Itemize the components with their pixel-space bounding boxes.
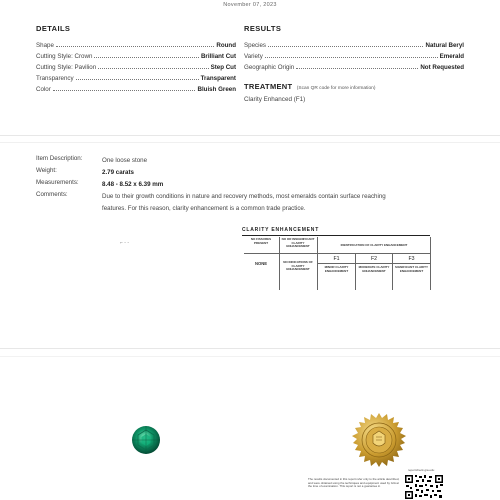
clarity-col-insignificant-header: NO OR INSIGNIFICANT CLARITY ENHANCEMENT — [281, 237, 315, 249]
clarity-title-rule — [242, 235, 430, 236]
clarity-level-f3: F3 — [408, 256, 415, 262]
gia-gold-seal-icon — [352, 413, 406, 467]
comments-value: Due to their growth conditions in nature and recovery methods, most emeralds contain surface reaching features. For this reason, clarity enhancement is a common trade practice. — [102, 193, 386, 212]
treatment-note: (Scan QR code for more information) — [296, 86, 376, 91]
clarity-enhancement-title: CLARITY ENHANCEMENT — [242, 227, 320, 233]
clarity-divider — [430, 237, 431, 290]
result-value: Emerald — [439, 53, 464, 60]
clarity-level-f2: F2 — [370, 256, 378, 262]
detail-value: Brilliant Cut — [200, 53, 236, 60]
report-date: November 07, 2023 — [223, 2, 277, 8]
result-label: Geographic Origin — [244, 64, 295, 71]
page-fold-divider — [0, 356, 500, 357]
detail-label: Transparency — [36, 75, 74, 82]
clarity-divider — [244, 253, 430, 254]
page-fold-divider — [0, 135, 500, 136]
clarity-no-indications: NO INDICATIONS OF CLARITY ENHANCEMENT — [283, 260, 313, 272]
detail-row-crown — [36, 49, 236, 60]
comments-label: Comments: — [36, 191, 68, 198]
details-section — [36, 24, 236, 93]
clarity-divider — [318, 263, 430, 264]
detail-label: Shape — [36, 42, 54, 49]
qr-code-icon[interactable] — [404, 474, 444, 500]
treatment-value: Clarity Enhanced (F1) — [244, 96, 306, 103]
result-label: Variety — [244, 53, 263, 60]
clarity-col-none-header: NO FISSURES PRESENT — [250, 237, 272, 245]
emerald-photo — [131, 425, 161, 455]
treatment-heading — [244, 82, 375, 91]
detail-row-color — [36, 82, 236, 93]
measurements-label: Measurements: — [36, 179, 79, 186]
item-description-row — [36, 155, 456, 167]
item-description-label: Item Description: — [36, 155, 83, 162]
measurements-row — [36, 179, 456, 191]
clarity-level-f1: F1 — [333, 256, 340, 262]
detail-label: Color — [36, 86, 51, 93]
detail-value: Bluish Green — [197, 86, 236, 93]
details-heading: DETAILS — [36, 24, 71, 33]
detail-value: Round — [216, 42, 236, 49]
result-row-variety — [244, 49, 464, 60]
clarity-identification-header: IDENTIFICATION OF CLARITY ENHANCEMENT — [340, 243, 408, 247]
measurements-value: 8.48 - 8.52 x 6.39 mm — [102, 181, 164, 188]
reportcheck-link[interactable]: reportcheck.gia.edu — [408, 468, 435, 472]
clarity-level-f2-desc: MODERATE CLARITY ENHANCEMENT — [358, 265, 390, 273]
results-heading: RESULTS — [244, 24, 282, 33]
result-value: Not Requested — [420, 64, 464, 71]
detail-value: Step Cut — [210, 64, 236, 71]
detail-value: Transparent — [200, 75, 236, 82]
clarity-level-f3-desc: SIGNIFICANT CLARITY ENHANCEMENT — [395, 265, 428, 273]
page-fold-divider — [0, 142, 500, 143]
results-section — [244, 24, 464, 71]
detail-row-shape — [36, 38, 236, 49]
result-label: Species — [244, 42, 267, 49]
detail-label: Cutting Style: Pavilion — [36, 64, 97, 71]
footer-disclaimer: The results documented in this report refer only to the article described, and were obtained using the techniques and equipment used by GIA at the time of examination. This report is not a guarantee in — [308, 477, 400, 488]
result-row-species — [244, 38, 464, 49]
document-speck: ⌐ - - — [120, 240, 130, 246]
weight-value: 2.79 carats — [102, 169, 134, 176]
detail-label: Cutting Style: Crown — [36, 53, 93, 60]
item-description-value: One loose stone — [102, 157, 148, 164]
comments-row — [36, 191, 456, 215]
result-row-origin — [244, 60, 464, 71]
detail-row-transparency — [36, 71, 236, 82]
result-value: Natural Beryl — [425, 42, 464, 49]
detail-row-pavilion — [36, 60, 236, 71]
page-fold-divider — [0, 348, 500, 349]
clarity-none-label: NONE — [254, 261, 268, 266]
weight-label: Weight: — [36, 167, 57, 174]
treatment-heading-text: TREATMENT — [244, 82, 293, 91]
clarity-level-f1-desc: MINOR CLARITY ENHANCEMENT — [324, 265, 349, 273]
clarity-divider — [279, 237, 280, 290]
weight-row — [36, 167, 456, 179]
